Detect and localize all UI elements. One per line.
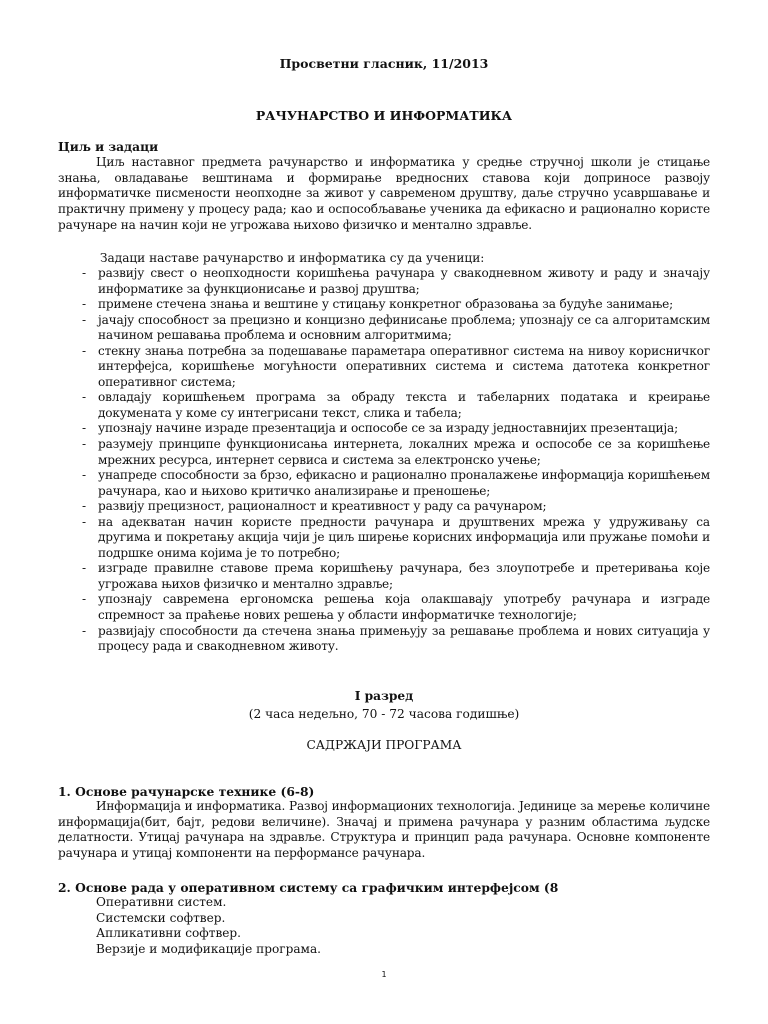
list-item: Апликативни софтвер. <box>96 926 242 940</box>
list-item: Оперативни систем. <box>96 895 227 909</box>
section-1-body: Информација и информатика. Развој информационих технологија. Јединице за мерење количине информација(бит, бајт, редови величине). Значај и примена рачунара у разним областима људске делатности. Утицај рачунара на здравље. Структура и принцип рада рачунара. Основне компоненте рачунара и утицај компоненти на перформансе рачунара. <box>58 799 710 861</box>
list-item: Верзије и модификације програма. <box>96 941 322 956</box>
goals-heading: Циљ и задаци <box>58 140 159 154</box>
journal-header: Просветни гласник, 11/2013 <box>279 56 489 71</box>
list-item: - развијају способности да стечена знања примењују за решавање проблема и нових ситуација у процесу рада и свакодневном животу. <box>58 624 710 655</box>
list-item: - развију прецизност, рационалност и креативност у раду са рачунаром; <box>58 499 710 515</box>
hours-note: (2 часа недељно, 70 - 72 часова годишње) <box>248 707 520 721</box>
section-2-items <box>96 895 321 957</box>
list-item: - јачају способност за прецизно и концизно дефинисање проблема; упознају се са алгоритамским начином решавања проблема и основним алгоритмима; <box>58 313 710 344</box>
list-item: - на адекватан начин користе предности рачунара и друштвених мрежа у удруживању са другима и покретању акција чији је циљ ширење корисних информација или пружање помоћи и подршке онима којима је то потребно; <box>58 515 710 562</box>
grade-heading: I разред <box>354 689 414 703</box>
list-item: - примене стечена знања и вештине у стицању конкретног образовања за будуће занимање; <box>58 297 710 313</box>
list-item: Системски софтвер. <box>96 910 226 925</box>
section-1-title: 1. Основе рачунарске технике (6-8) <box>58 784 315 799</box>
list-item: - разумеју принципе функционисања интернета, локалних мрежа и оспособе се за коришћење мрежних ресурса, интернет сервиса и система за електронско учење; <box>58 437 710 468</box>
list-item: - изграде правилне ставове према коришћењу рачунара, без злоупотребе и претеривања које угрожава њихов физичко и ментално здравље; <box>58 561 710 592</box>
goal-paragraph: Циљ наставног предмета рачунарство и информатика у средње стручној школи је стицање знања, овладавање вештинама и формирање вредносних ставова који доприносе развоју информатичке писмености неопходне за живот у савременом друштву, даље стручно усавршавање и практичну примену у процесу рада; као и оспособљавање ученика да ефикасно и рационално користе рачунаре на начин који не угрожава њихово физичко и ментално здравље. <box>58 155 710 232</box>
list-item: - развију свест о неопходности коришћења рачунара у свакодневном животу и раду и значају информатике за функционисање и развој друштва; <box>58 266 710 297</box>
contents-heading: САДРЖАЈИ ПРОГРАМА <box>306 738 462 752</box>
page-number: 1 <box>381 970 387 979</box>
section-2-title: 2. Основе рада у оперативном систему са графичким интерфејсом (8 <box>58 880 559 895</box>
list-item: - упознају начине израде презентација и оспособе се за израду једноставнијих презентација; <box>58 421 710 437</box>
list-item: - овладају коришћењем програма за обраду текста и табеларних података и креирање докумената у коме су интегрисани текст, слика и табела; <box>58 390 710 421</box>
list-item: - стекну знања потребна за подешавање параметара оперативног система на нивоу корисничког интерфејса, коришћење могућности оперативних система и система датотека конкретног оперативног система; <box>58 344 710 391</box>
tasks-list <box>58 266 710 655</box>
list-item: - унапреде способности за брзо, ефикасно и рационално проналажење информација коришћењем рачунара, као и њихово критичко анализирање и преношење; <box>58 468 710 499</box>
list-item: - упознају савремена ергономска решења која олакшавају употребу рачунара и изграде спремност за праћење нових решења у области информатичке технологије; <box>58 592 710 623</box>
document-title: РАЧУНАРСТВО И ИНФОРМАТИКА <box>255 108 513 123</box>
tasks-intro: Задаци наставе рачунарство и информатика су да ученици: <box>100 251 485 265</box>
